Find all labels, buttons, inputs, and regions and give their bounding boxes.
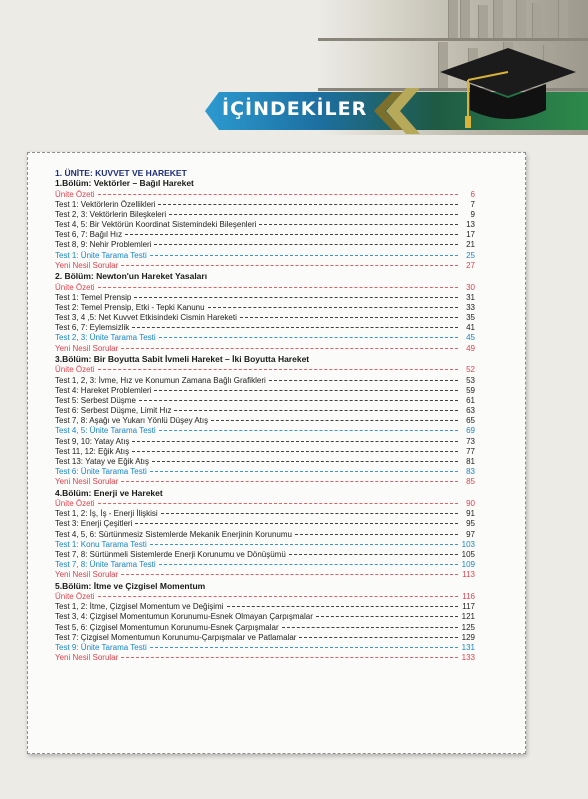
toc-entry-page: 95	[466, 519, 475, 529]
dotted-leader	[152, 461, 458, 462]
dotted-leader	[134, 297, 458, 298]
toc-entry[interactable]	[55, 437, 475, 447]
unit-title: 1. ÜNİTE: KUVVET VE HAREKET	[55, 168, 187, 178]
toc-entry-page: 69	[466, 426, 475, 436]
dotted-leader	[98, 194, 458, 195]
dotted-leader	[135, 523, 458, 524]
section-title: 2. Bölüm: Newton'un Hareket Yasaları	[55, 271, 208, 281]
toc-entry[interactable]	[55, 633, 475, 643]
toc-entry-page: 117	[462, 602, 475, 612]
toc-entry-label: Test 1, 2: İş, İş - Enerji İlişkisi	[55, 509, 158, 519]
toc-entry-page: 77	[466, 446, 475, 456]
toc-entry-label: Ünite Özeti	[55, 499, 95, 509]
toc-entry[interactable]	[55, 406, 475, 416]
toc-entry-page: 35	[466, 313, 475, 323]
toc-entry-page: 31	[466, 292, 475, 302]
toc-entry-page: 105	[461, 550, 475, 559]
toc-entry-page: 13	[466, 220, 475, 230]
toc-entry-page: 85	[466, 477, 475, 487]
toc-entry[interactable]	[55, 323, 475, 333]
toc-entry-page: 41	[466, 323, 475, 333]
toc-entry[interactable]	[55, 416, 475, 426]
dotted-leader	[150, 255, 458, 256]
dotted-leader	[132, 451, 458, 452]
toc-entry-page: 133	[461, 653, 475, 663]
toc-entry[interactable]	[55, 333, 475, 343]
toc-entry-label: Yeni Nesil Sorular	[55, 260, 119, 270]
dotted-leader	[98, 503, 458, 504]
toc-entry[interactable]	[55, 530, 475, 540]
toc-entry[interactable]	[55, 426, 475, 436]
dotted-leader	[159, 337, 458, 338]
toc-entry-label: Test 1, 2: İtme, Çizgisel Momentum ve Değişimi	[55, 602, 224, 612]
toc-entry[interactable]	[55, 200, 475, 210]
dotted-leader	[161, 513, 458, 514]
toc-entry-label: Yeni Nesil Sorular	[55, 653, 119, 663]
dotted-leader	[121, 657, 458, 658]
toc-entry-page: 17	[466, 230, 475, 240]
dotted-leader	[132, 327, 458, 328]
toc-entry[interactable]	[55, 457, 475, 467]
dotted-leader	[121, 574, 458, 575]
toc-entry-label: Test 6, 7: Eylemsizlik	[55, 323, 130, 333]
dotted-leader	[269, 380, 458, 381]
dotted-leader	[150, 647, 458, 648]
toc-entry-label: Test 4, 5, 6: Sürtünmesiz Sistemlerde Mekanik Enerjinin Korunumu	[55, 529, 292, 539]
toc-entry[interactable]	[55, 447, 475, 457]
toc-entry[interactable]	[55, 396, 475, 406]
dotted-leader	[227, 606, 459, 607]
toc-entry[interactable]	[55, 210, 475, 220]
toc-entry-label: Test 1, 2, 3: İvme, Hız ve Konumun Zamana Bağlı Grafikleri	[55, 375, 266, 385]
toc-entry-label: Test 3: Enerji Çeşitleri	[55, 519, 133, 529]
toc-entry-label: Test 1: Ünite Tarama Testi	[55, 250, 147, 260]
dotted-leader	[154, 390, 458, 391]
toc-entry-page: 116	[462, 592, 475, 602]
dotted-leader	[211, 420, 458, 421]
toc-entry-label: Test 11, 12: Eğik Atış	[55, 446, 130, 456]
toc-entry-label: Test 13: Yatay ve Eğik Atış	[55, 457, 149, 466]
toc-entry[interactable]	[55, 560, 475, 570]
toc-entry-page: 9	[470, 209, 475, 219]
toc-entry[interactable]	[55, 643, 475, 653]
toc-entry[interactable]	[55, 499, 475, 509]
toc-entry[interactable]	[55, 365, 475, 375]
toc-entry-page: 81	[466, 457, 475, 466]
toc-entry-page: 30	[466, 282, 475, 292]
dotted-leader	[121, 481, 458, 482]
toc-entry[interactable]	[55, 313, 475, 323]
dotted-leader	[154, 244, 458, 245]
toc-entry-label: Yeni Nesil Sorular	[55, 343, 119, 353]
toc-entry-label: Test 6: Serbest Düşme, Limit Hız	[55, 406, 172, 416]
dotted-leader	[139, 400, 458, 401]
toc-entry-label: Test 7: Çizgisel Momentumun Korunumu-Çarpışmalar ve Patlamalar	[55, 632, 297, 642]
toc-entry-label: Test 2, 3: Vektörlerin Bileşkeleri	[55, 209, 167, 219]
toc-entry-page: 97	[466, 529, 475, 539]
dotted-leader	[158, 204, 458, 205]
dotted-leader	[174, 410, 458, 411]
toc-entry-label: Test 2, 3: Ünite Tarama Testi	[55, 333, 156, 343]
toc-entry-page: 53	[466, 375, 475, 385]
toc-entry[interactable]	[55, 251, 475, 261]
toc-entry[interactable]	[55, 509, 475, 519]
toc-entry-page: 121	[461, 612, 475, 622]
section-title: 1.Bölüm: Vektörler – Bağıl Hareket	[55, 178, 194, 188]
dotted-leader	[121, 265, 458, 266]
toc-entry[interactable]	[55, 653, 475, 663]
toc-entry-page: 33	[466, 302, 475, 312]
toc-entry-label: Test 4, 5: Ünite Tarama Testi	[55, 426, 156, 436]
toc-entry-label: Test 5, 6: Çizgisel Momentumun Korunumu-Esnek Çarpışmalar	[55, 622, 279, 632]
toc-entry-label: Test 5: Serbest Düşme	[55, 395, 136, 405]
toc-entry[interactable]	[55, 612, 475, 622]
toc-entry-page: 52	[466, 365, 475, 375]
toc-entry[interactable]	[55, 220, 475, 230]
toc-entry-page: 25	[466, 250, 475, 260]
toc-entry-label: Test 1: Temel Prensip	[55, 292, 132, 302]
toc-entry-page: 73	[466, 436, 475, 446]
toc-entry[interactable]	[55, 623, 475, 633]
dotted-leader	[98, 287, 458, 288]
dotted-leader	[259, 224, 458, 225]
dotted-leader	[169, 214, 458, 215]
toc-entry-page: 125	[461, 622, 475, 632]
toc-entry[interactable]	[55, 303, 475, 313]
toc-entry[interactable]	[55, 386, 475, 396]
toc-entry-page: 6	[470, 189, 475, 199]
dotted-leader	[150, 471, 458, 472]
section-title: 3.Bölüm: Bir Boyutta Sabit İvmeli Hareket – İki Boyutta Hareket	[55, 353, 310, 364]
toc-entry-page: 61	[466, 395, 475, 405]
toc-entry-label: Test 1: Konu Tarama Testi	[55, 539, 147, 549]
toc-entry-page: 7	[470, 199, 475, 209]
toc-entry[interactable]	[55, 467, 475, 477]
toc-entry[interactable]	[55, 550, 475, 560]
dotted-leader	[299, 637, 458, 638]
toc-entry-label: Ünite Özeti	[55, 365, 95, 375]
dotted-leader	[159, 564, 458, 565]
dotted-leader	[289, 554, 458, 555]
toc-entry[interactable]	[55, 344, 475, 354]
toc-entry[interactable]	[55, 230, 475, 240]
toc-entry[interactable]	[55, 519, 475, 529]
toc-entry-page: 113	[462, 570, 475, 580]
toc-entry-page: 45	[466, 333, 475, 343]
toc-entry[interactable]	[55, 540, 475, 550]
toc-entry[interactable]	[55, 261, 475, 271]
toc-entry[interactable]	[55, 293, 475, 303]
dotted-leader	[150, 544, 458, 545]
toc-entry-page: 109	[461, 560, 475, 570]
dotted-leader	[98, 369, 458, 370]
toc-entry-label: Test 8, 9: Nehir Problemleri	[55, 240, 152, 250]
dotted-leader	[316, 616, 458, 617]
toc-entry-label: Yeni Nesil Sorular	[55, 477, 119, 487]
toc-entry-label: Test 7, 8: Sürtünmeli Sistemlerde Enerji Korunumu ve Dönüşümü	[55, 550, 286, 559]
graduation-cap-icon	[438, 40, 578, 135]
section-title: 5.Bölüm: İtme ve Çizgisel Momentum	[55, 580, 206, 591]
toc-entry[interactable]	[55, 602, 475, 612]
dotted-leader	[98, 596, 458, 597]
toc-entry-page: 21	[466, 240, 475, 250]
toc-entry-label: Test 6, 7: Bağıl Hız	[55, 230, 123, 240]
chevron-arrows-icon	[368, 86, 428, 136]
toc-entry-label: Test 7, 8: Aşağı ve Yukarı Yönlü Düşey Atış	[55, 416, 209, 426]
dotted-leader	[240, 317, 458, 318]
toc-entry-label: Ünite Özeti	[55, 282, 95, 292]
dotted-leader	[159, 430, 458, 431]
toc-entry-page: 63	[466, 406, 475, 416]
toc-entry-label: Test 9, 10: Yatay Atış	[55, 436, 130, 446]
toc-entry-label: Test 3, 4: Çizgisel Momentumun Korunumu-Esnek Olmayan Çarpışmalar	[55, 612, 313, 622]
dotted-leader	[125, 234, 458, 235]
toc-entry-label: Ünite Özeti	[55, 189, 95, 199]
toc-entry-label: Test 4: Hareket Problemleri	[55, 385, 152, 395]
dotted-leader	[121, 348, 458, 349]
page-title: İÇİNDEKİLER	[222, 98, 368, 120]
toc-entry-label: Ünite Özeti	[55, 592, 95, 602]
toc-entry-page: 131	[461, 643, 475, 652]
toc-entry-label: Test 7, 8: Ünite Tarama Testi	[55, 560, 156, 570]
dotted-leader	[132, 441, 458, 442]
toc-entry-label: Yeni Nesil Sorular	[55, 570, 119, 580]
toc-entry-label: Test 3, 4 ,5: Net Kuvvet Etkisindeki Cismin Hareketi	[55, 313, 237, 323]
table-of-contents	[55, 168, 475, 663]
toc-entry[interactable]	[55, 240, 475, 250]
toc-entry[interactable]	[55, 190, 475, 200]
toc-entry-page: 83	[466, 467, 475, 477]
toc-entry-page: 103	[461, 539, 475, 549]
toc-entry-label: Test 9: Ünite Tarama Testi	[55, 643, 147, 652]
dotted-leader	[282, 627, 458, 628]
toc-entry-label: Test 4, 5: Bir Vektörün Koordinat Sistemindeki Bileşenleri	[55, 220, 257, 230]
dotted-leader	[295, 534, 458, 535]
toc-entry-page: 49	[466, 343, 475, 353]
toc-entry[interactable]	[55, 477, 475, 487]
toc-entry[interactable]	[55, 283, 475, 293]
dotted-leader	[208, 307, 458, 308]
toc-entry-page: 65	[466, 416, 475, 426]
toc-entry-page: 129	[461, 632, 475, 642]
toc-entry-page: 59	[466, 385, 475, 395]
toc-entry[interactable]	[55, 376, 475, 386]
section-title: 4.Bölüm: Enerji ve Hareket	[55, 487, 163, 498]
toc-entry-page: 27	[466, 260, 475, 270]
toc-entry[interactable]	[55, 570, 475, 580]
toc-entry[interactable]	[55, 592, 475, 602]
toc-entry-page: 91	[466, 509, 475, 519]
toc-entry-label: Test 6: Ünite Tarama Testi	[55, 467, 147, 477]
toc-entry-page: 90	[466, 499, 475, 509]
toc-entry-label: Test 2: Temel Prensip, Etki - Tepki Kanunu	[55, 302, 205, 312]
toc-entry-label: Test 1: Vektörlerin Özellikleri	[55, 199, 156, 209]
